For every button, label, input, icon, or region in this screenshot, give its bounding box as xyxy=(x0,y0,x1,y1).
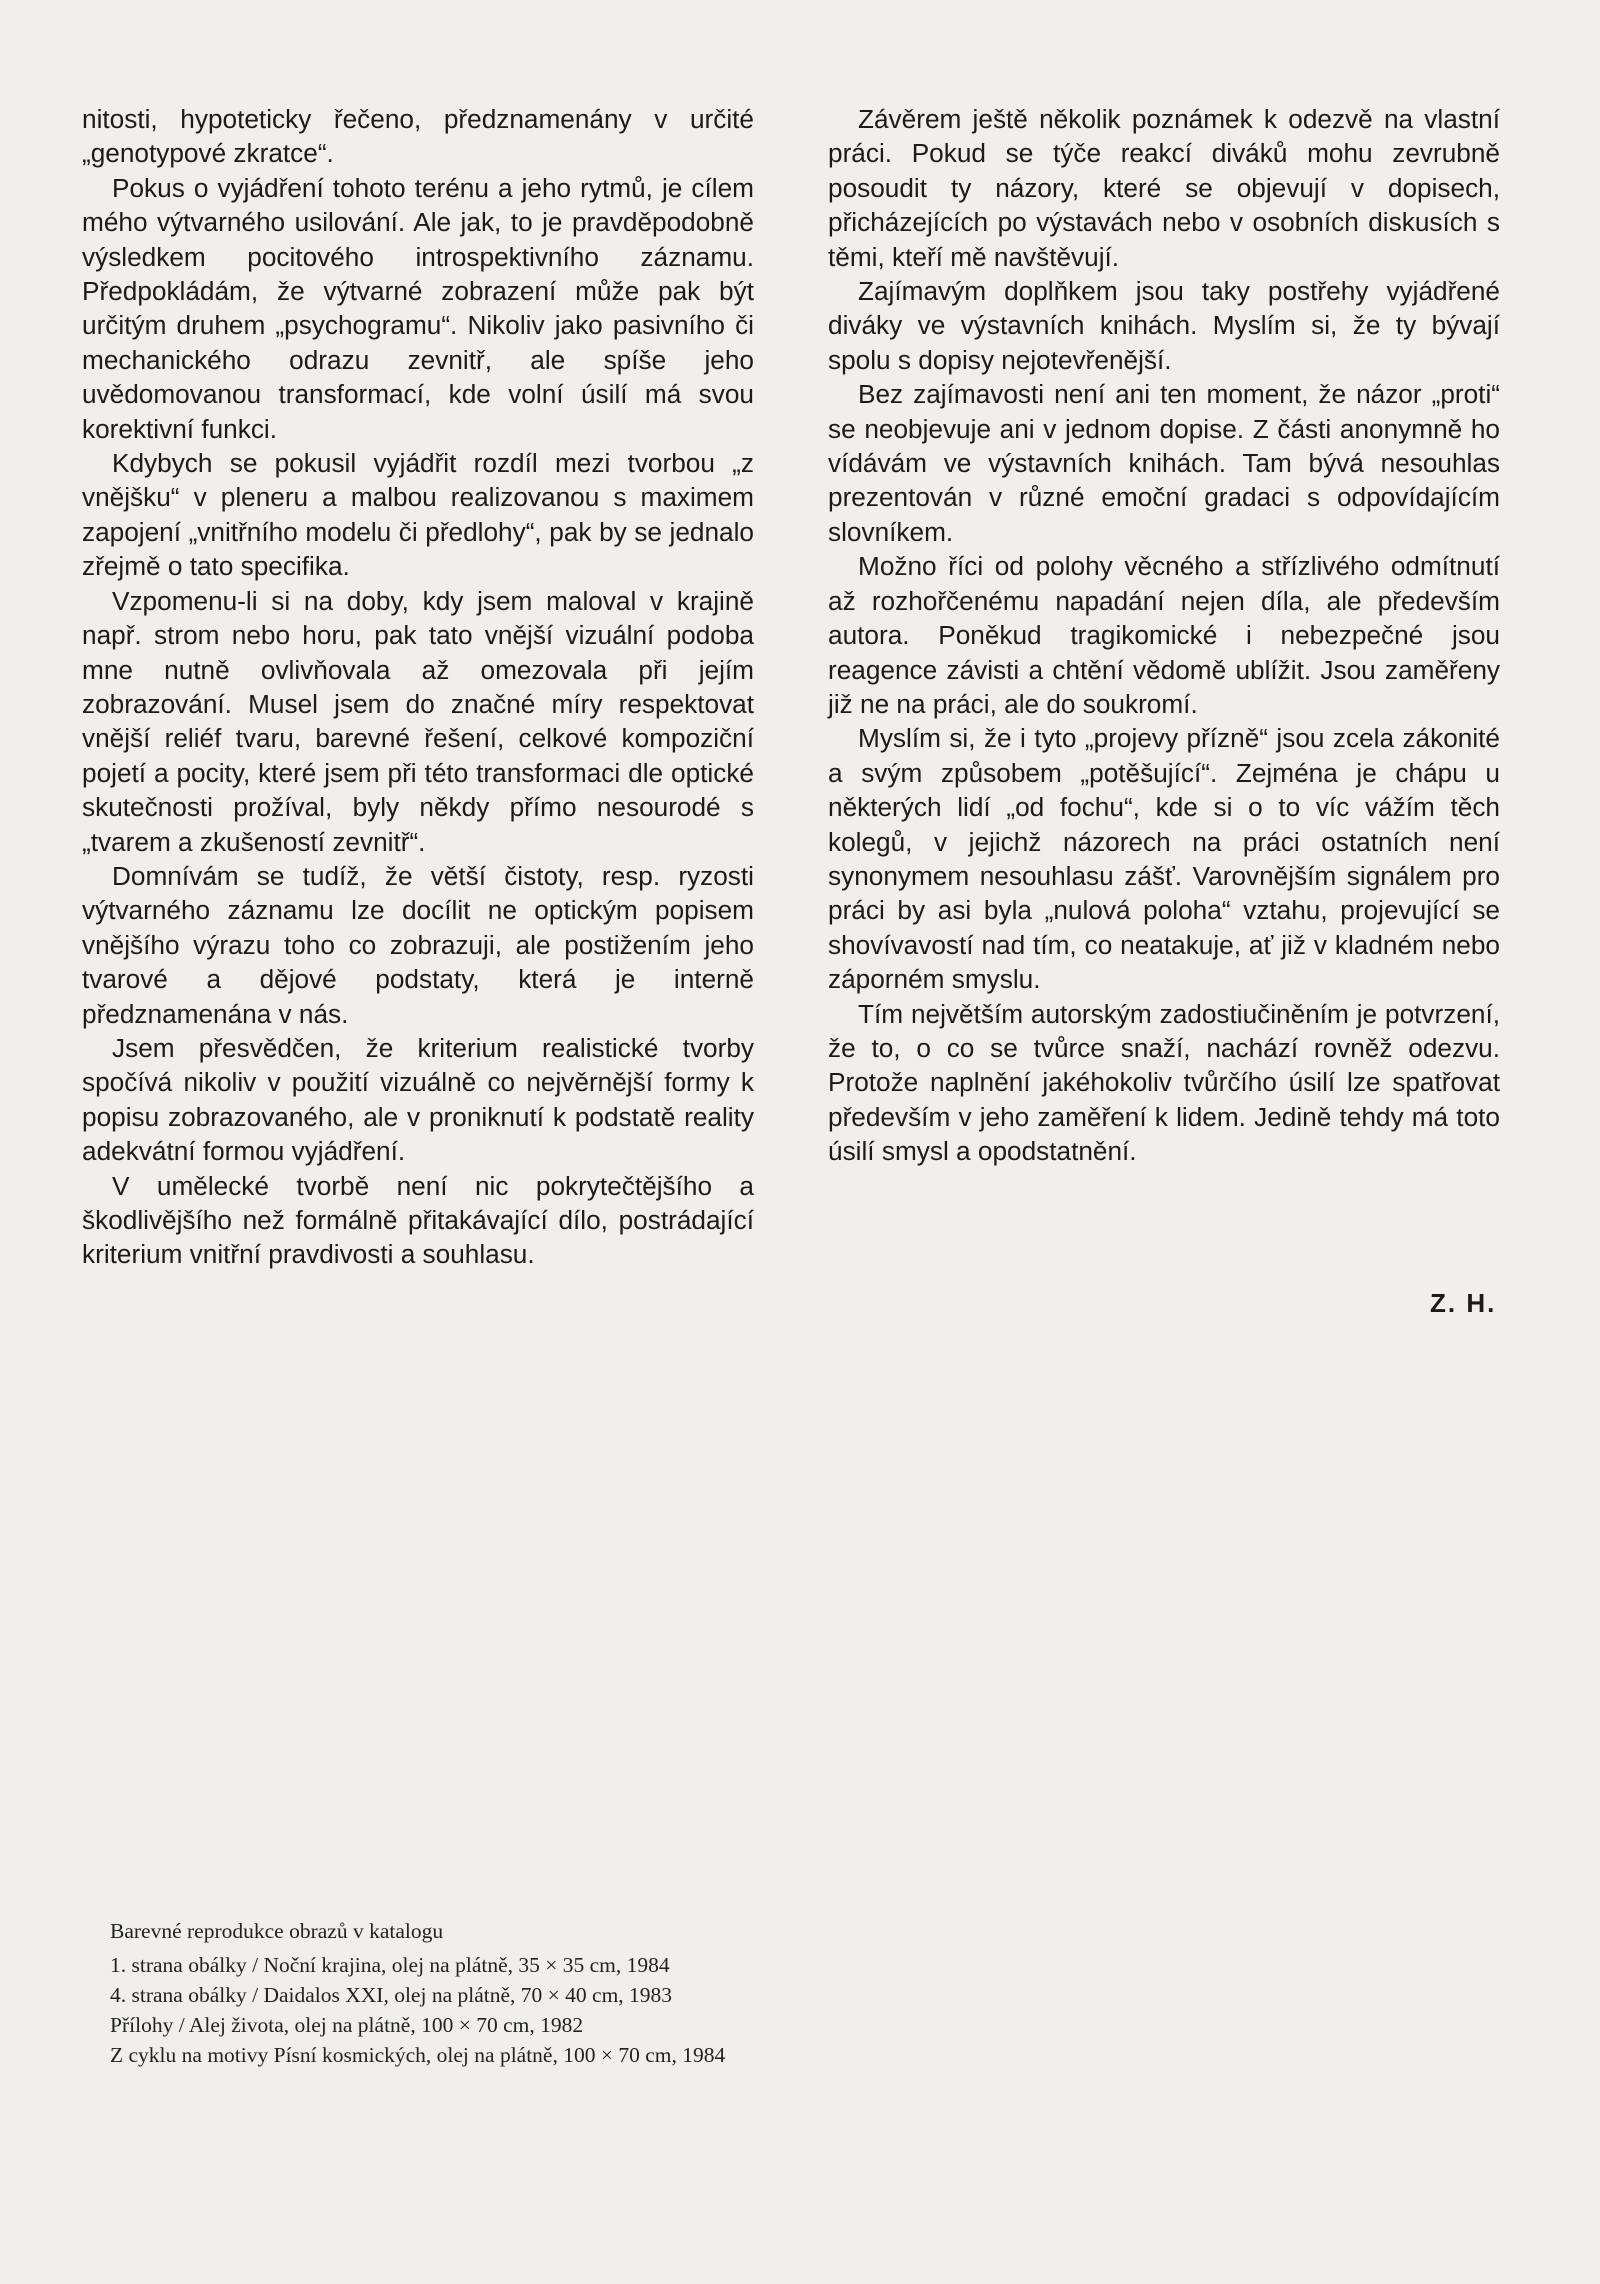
paragraph: Zajímavým doplňkem jsou taky postřehy vyjádřené diváky ve výstavních knihách. Myslím si, že ty bývají spolu s dopisy nejotevřenější. xyxy=(828,276,1500,375)
paragraph: V umělecké tvorbě není nic pokrytečtějšího a škodlivějšího než formálně přitakávající dílo, postrádající kriterium vnitřní pravdivosti a souhlasu. xyxy=(82,1170,754,1270)
paragraph: Možno říci od polohy věcného a střízlivého odmítnutí až rozhořčenému napadání nejen díla, ale především autora. Poněkud tragikomické i nebezpečné jsou reagence závisti a chtění vědomě ublížit. Jsou zaměřeny již ne na práci, ale do soukromí. xyxy=(828,551,1500,719)
paragraph: Vzpomenu-li si na doby, kdy jsem maloval v krajině např. strom nebo horu, pak tato vnější vizuální podoba mne nutně ovlivňovala až omezovala při jejím zobrazování. Musel jsem do značné míry respektovat vnější reliéf tvaru, barevné řešení, celkové kompoziční pojetí a pocity, které jsem při této transformaci dle optické skutečnosti prožíval, byly někdy přímo nesourodé s „tvarem a zkušeností zevnitř“. xyxy=(82,585,754,857)
right-text-column xyxy=(828,102,1500,1169)
credits-title: Barevné reprodukce obrazů v katalogu xyxy=(110,1919,444,1943)
paragraph: Myslím si, že i tyto „projevy přízně“ jsou zcela zákonité a svým způsobem „potěšující“. Zejména je chápu u některých lidí „od fochu“, kde si o to víc vážím těch kolegů, v jejichž názorech na práci ostatních není synonymem nesouhlasu zášť. Varovnějším signálem pro práci by asi byla „nulová poloha“ vztahu, projevující se shovívavostí nad tím, co neatakuje, ať již v kladném nebo záporném smyslu. xyxy=(828,723,1500,995)
paragraph: Kdybych se pokusil vyjádřit rozdíl mezi tvorbou „z vnějšku“ v pleneru a malbou realizovanou s maximem zapojení „vnitřního modelu či předlohy“, pak by se jednalo zřejmě o tato specifika. xyxy=(82,448,754,582)
paragraph: Domnívám se tudíž, že větší čistoty, resp. ryzosti výtvarného záznamu lze docílit ne optickým popisem vnějšího výrazu toho co zobrazuji, ale postižením jeho tvarové a dějové podstaty, která je interně předznamenána v nás. xyxy=(82,860,754,1029)
left-text-column xyxy=(82,102,754,1272)
credit-line: Z cyklu na motivy Písní kosmických, olej na plátně, 100 × 70 cm, 1984 xyxy=(110,2043,726,2067)
reproduction-credits xyxy=(110,1916,1010,2070)
credit-line: Přílohy / Alej života, olej na plátně, 100 × 70 cm, 1982 xyxy=(110,2013,584,2037)
credit-line: 4. strana obálky / Daidalos XXI, olej na plátně, 70 × 40 cm, 1983 xyxy=(110,1983,673,2007)
paragraph: Jsem přesvědčen, že kriterium realistické tvorby spočívá nikoliv v použití vizuálně co nejvěrnější formy k popisu zobrazovaného, ale v proniknutí k podstatě reality adekvátní formou vyjádření. xyxy=(82,1032,754,1167)
author-signature: Z. H. xyxy=(1430,1288,1497,1318)
credit-line: 1. strana obálky / Noční krajina, olej na plátně, 35 × 35 cm, 1984 xyxy=(110,1953,670,1977)
paragraph: Závěrem ještě několik poznámek k odezvě na vlastní práci. Pokud se týče reakcí diváků mohu zevrubně posoudit ty názory, které se objevují v dopisech, přicházejících po výstavách nebo v osobních diskusích s těmi, kteří mě navštěvují. xyxy=(828,104,1500,272)
paragraph: Bez zajímavosti není ani ten moment, že názor „proti“ se neobjevuje ani v jednom dopise. Z části anonymně ho vídávám ve výstavních knihách. Tam bývá nesouhlas prezentován v různé emoční gradaci s odpovídajícím slovníkem. xyxy=(828,379,1500,547)
paragraph: Pokus o vyjádření tohoto terénu a jeho rytmů, je cílem mého výtvarného usilování. Ale jak, to je pravděpodobně výsledkem pocitového introspektivního záznamu. Předpokládám, že výtvarné zobrazení může pak být určitým druhem „psychogramu“. Nikoliv jako pasivního či mechanického odrazu zevnitř, ale spíše jeho uvědomovanou transformací, kde volní úsilí má svou korektivní funkci. xyxy=(82,172,754,444)
paragraph: Tím největším autorským zadostiučiněním je potvrzení, že to, o co se tvůrce snaží, nachází rovněž odezvu. Protože naplnění jakéhokoliv tvůrčího úsilí lze spatřovat především v jeho zaměření k lidem. Jedině tehdy má toto úsilí smysl a opodstatnění. xyxy=(828,998,1500,1167)
paragraph: nitosti, hypoteticky řečeno, předznamenány v určité „genotypové zkratce“. xyxy=(82,104,754,169)
